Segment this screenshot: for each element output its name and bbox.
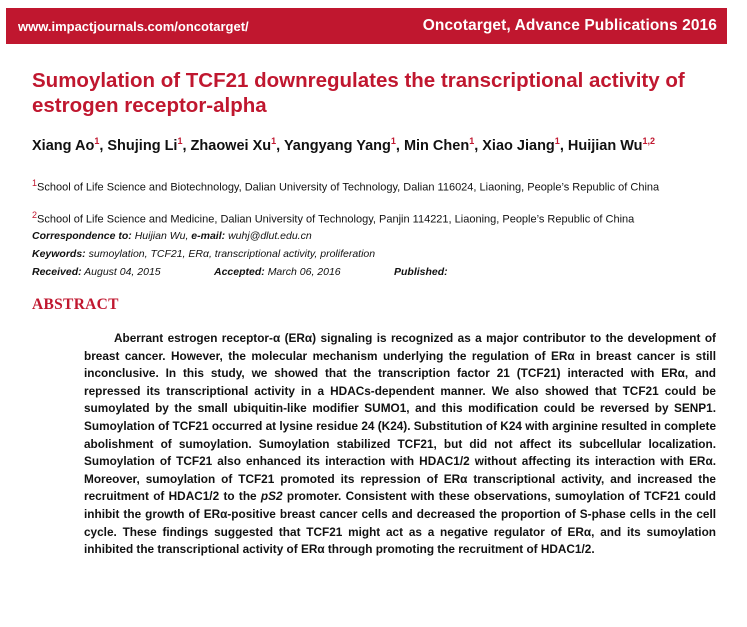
affiliation-2 — [32, 209, 722, 227]
author: Shujing Li — [107, 137, 178, 154]
correspondence-email[interactable]: wuhj@dlut.edu.cn — [228, 230, 312, 242]
author: Min Chen — [403, 137, 470, 154]
author-affiliation-mark: 1 — [271, 136, 277, 146]
affiliation-mark: 2 — [32, 210, 38, 220]
author: Xiao Jiang — [482, 137, 555, 154]
abstract-text — [84, 330, 716, 559]
published-date — [394, 266, 448, 279]
affiliation-text: School of Life Science and Medicine, Dalian University of Technology, Panjin 114221, Liaoning, People’s Republic of China — [37, 213, 635, 226]
keywords-text: sumoylation, TCF21, ERα, transcriptional activity, proliferation — [88, 248, 376, 260]
abstract-gene-name: pS2 — [260, 489, 283, 504]
author-affiliation-mark: 1 — [390, 136, 396, 146]
article-title: Sumoylation of TCF21 downregulates the transcriptional activity of estrogen receptor-alpha — [32, 69, 685, 117]
received-label: Received: — [32, 266, 82, 278]
accepted-date — [214, 266, 394, 279]
dates-line — [32, 266, 722, 279]
author: Huijian Wu — [567, 137, 643, 154]
abstract-heading: ABSTRACT — [32, 296, 119, 313]
affiliation-mark: 1 — [32, 178, 38, 188]
author-affiliation-mark: 1,2 — [642, 136, 656, 146]
keywords-label: Keywords: — [32, 248, 86, 260]
author-list: Xiang Ao$^1$, Shujing Li$^1$, Zhaowei Xu$^1$, Yangyang Yang$^1$, Min Chen$^1$, Xiao Jiang$^1$, Huijian Wu$^{1,2}$ — [32, 136, 656, 154]
correspondence-label: Correspondence to: — [32, 230, 132, 242]
published-label: Published: — [394, 266, 448, 278]
correspondence-name: Huijian Wu, — [134, 230, 189, 242]
author-affiliation-mark: 1 — [177, 136, 183, 146]
author: Yangyang Yang — [283, 137, 391, 154]
accepted-value: March 06, 2016 — [267, 266, 341, 278]
received-value: August 04, 2015 — [84, 266, 161, 278]
author: Xiang Ao — [32, 137, 95, 154]
email-label: e-mail: — [191, 230, 226, 242]
abstract-part-1: Aberrant estrogen receptor-α (ERα) signaling is recognized as a major contributor to the development of breast cancer. However, the molecular mechanism underlying the regulation of ERα in breast cancer is still inconclusive. In this study, we showed that the transcription factor 21 (TCF21) interacted with ERα, and repressed its transcriptional activity in a HDACs-dependent manner. We also showed that TCF21 could be sumoylated by the small ubiquitin-like modifier SUMO1, and this modification could be reversed by SENP1. Sumoylation of TCF21 occurred at lysine residue 24 (K24). Substitution of K24 with arginine resulted in complete abolishment of sumoylation. Sumoylation stabilized TCF21, but did not affect its subcellular localization. Sumoylation of TCF21 also enhanced its interaction with HDAC1/2 without affecting its interaction with ERα. Moreover, sumoylation of TCF21 promoted its repression of ERα transcriptional activity, and increased the recruitment of HDAC1/2 to the — [84, 331, 716, 504]
journal-name: Oncotarget, Advance Publications 2016 — [422, 17, 717, 34]
affiliation-1 — [32, 177, 722, 195]
correspondence-line — [32, 230, 722, 243]
received-date — [32, 266, 214, 279]
accepted-label: Accepted: — [214, 266, 265, 278]
journal-banner — [6, 8, 727, 44]
author-affiliation-mark: 1 — [469, 136, 475, 146]
journal-url[interactable]: www.impactjournals.com/oncotarget/ — [18, 18, 249, 34]
author-affiliation-mark: 1 — [554, 136, 560, 146]
keywords-line — [32, 248, 722, 261]
affiliation-text: School of Life Science and Biotechnology, Dalian University of Technology, Dalian 116024, Liaoning, People’s Republic of China — [37, 181, 660, 194]
author: Zhaowei Xu — [190, 137, 272, 154]
abstract-part-2: promoter. Consistent with these observations, sumoylation of TCF21 could inhibit the growth of ERα-positive breast cancer cells and decreased the proportion of S-phase cells in the cell cycle. These findings suggested that TCF21 might act as a negative regulator of ERα, and its sumoylation inhibited the transcriptional activity of ERα through promoting the recruitment of HDAC1/2. — [84, 489, 716, 557]
author-affiliation-mark: 1 — [94, 136, 100, 146]
